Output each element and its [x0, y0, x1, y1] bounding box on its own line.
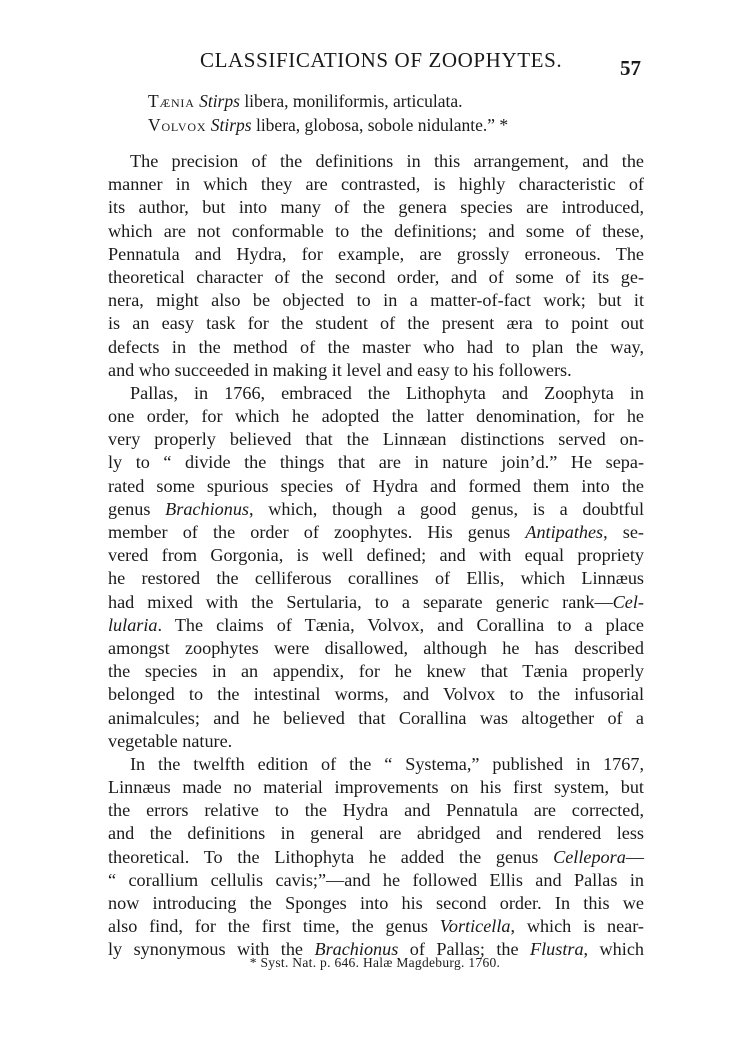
text-line: lularia. The claims of Tænia, Volvox, and Corallina to a place — [108, 614, 644, 635]
genus-name: Tænia — [148, 91, 195, 111]
text-line: vered from Gorgonia, is well defined; and with equal propriety — [108, 545, 644, 566]
definition-text: libera, globosa, sobole nidulante.” * — [251, 115, 509, 135]
page-number: 57 — [620, 56, 641, 80]
text-line: belonged to the intestinal worms, and Volvox to the infusorial — [108, 684, 644, 705]
text-line: member of the order of zoophytes. His genus Antipathes, se- — [108, 522, 644, 542]
text-line: also find, for the first time, the genus Vorticella, which is near- — [108, 916, 644, 937]
text-line: is an easy task for the student of the present æra to point out — [108, 313, 644, 334]
text-line: and the definitions in general are abridged and rendered less — [108, 823, 644, 844]
text-line: Linnæus made no material improvements on his first system, but — [108, 777, 644, 798]
text-line: theoretical. To the Lithophyta he added the genus Cellepora— — [108, 846, 644, 867]
text-line: In the twelfth edition of the “ Systema,” published in 1767, — [130, 753, 644, 774]
running-title: CLASSIFICATIONS OF ZOOPHYTES. — [200, 48, 563, 72]
text-line: Pallas, in 1766, embraced the Lithophyta and Zoophyta in — [130, 382, 644, 403]
text-line: the species in an appendix, for he knew that Tænia properly — [108, 661, 644, 682]
definition-volvox — [148, 115, 508, 136]
stirps-term: Stirps — [210, 115, 252, 135]
definition-text: libera, moniliformis, articulata. — [239, 91, 463, 111]
text-line: theoretical character of the second order, and of some of its ge- — [108, 266, 644, 287]
genus-name: Volvox — [148, 115, 207, 135]
text-line: ly synonymous with the Brachionus of Pallas; the Flustra, which — [108, 939, 644, 960]
text-line: now introducing the Sponges into his second order. In this we — [108, 893, 644, 913]
text-line: manner in which they are contrasted, is highly characteristic of — [108, 174, 644, 195]
text-line: which are not conformable to the definitions; and some of these, — [108, 220, 644, 241]
text-line: rated some spurious species of Hydra and formed them into the — [108, 475, 644, 496]
text-line: nera, might also be objected to in a matter-of-fact work; but it — [108, 290, 644, 311]
text-line: very properly believed that the Linnæan distinctions served on- — [108, 429, 644, 450]
text-line: The precision of the definitions in this arrangement, and the — [130, 151, 644, 171]
text-line: and who succeeded in making it level and easy to his followers. — [108, 359, 572, 380]
text-line: amongst zoophytes were disallowed, although he has described — [108, 637, 644, 658]
text-line: Pennatula and Hydra, for example, are grossly erroneous. The — [108, 243, 644, 264]
text-line: ly to “ divide the things that are in nature join’d.” He sepa- — [108, 452, 644, 473]
text-line: had mixed with the Sertularia, to a separate generic rank—Cel- — [108, 591, 644, 612]
text-line: defects in the method of the master who had to plan the way, — [108, 336, 644, 357]
stirps-term: Stirps — [199, 91, 240, 111]
footnote: * Syst. Nat. p. 646. Halæ Magdeburg. 1760. — [249, 955, 501, 970]
text-line: animalcules; and he believed that Corallina was altogether of a — [108, 707, 644, 728]
text-line: vegetable nature. — [108, 730, 233, 751]
text-line: he restored the celliferous corallines of Ellis, which Linnæus — [108, 568, 644, 589]
text-line: “ corallium cellulis cavis;”—and he followed Ellis and Pallas in — [108, 869, 644, 890]
text-line: one order, for which he adopted the latter denomination, for he — [108, 406, 644, 427]
text-line: its author, but into many of the genera species are introduced, — [108, 197, 644, 218]
text-line: the errors relative to the Hydra and Pennatula are corrected, — [108, 800, 644, 821]
definition-taenia — [148, 91, 463, 112]
body-text — [108, 150, 644, 962]
text-line: genus Brachionus, which, though a good genus, is a doubtful — [108, 498, 644, 519]
